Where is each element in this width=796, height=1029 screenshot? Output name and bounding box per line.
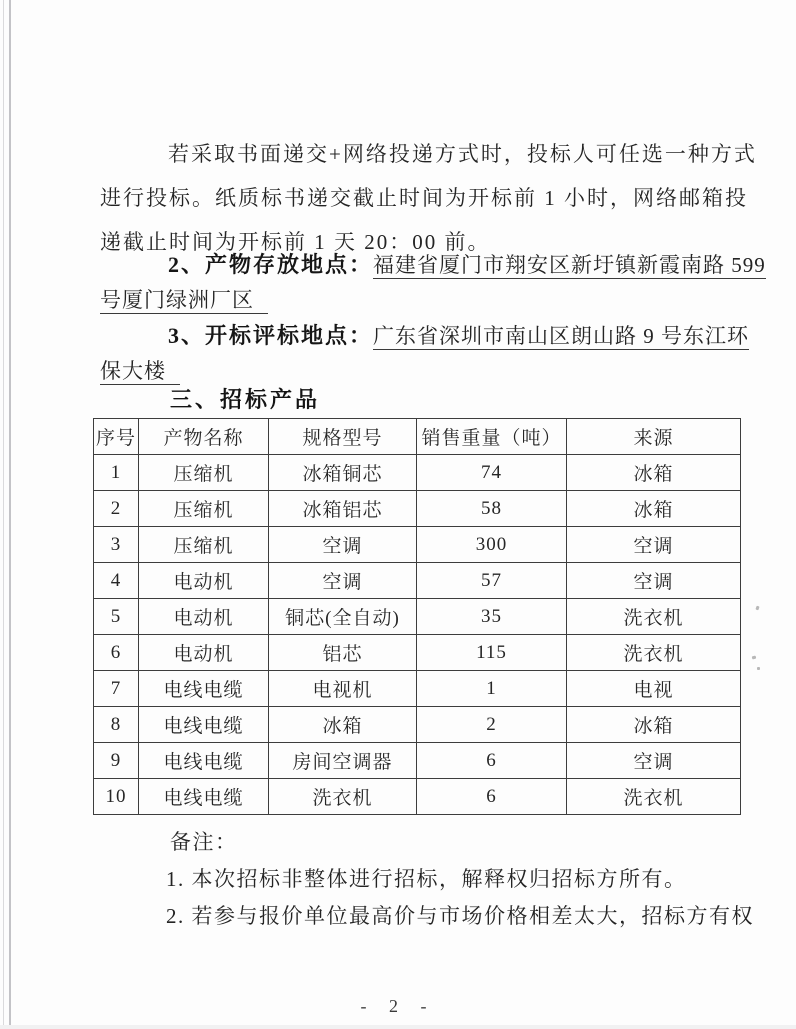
storage-location-item-continuation [100, 283, 740, 318]
table-cell-sale-weight: 300 [417, 527, 567, 563]
table-cell-source: 洗衣机 [567, 635, 741, 671]
table-cell-source: 冰箱 [567, 707, 741, 743]
table-cell-spec-model: 房间空调器 [269, 743, 417, 779]
table-cell-product-name: 电动机 [139, 563, 269, 599]
paragraph-line: 进行投标。纸质标书递交截止时间为开标前 1 小时，网络邮箱投 [100, 186, 748, 210]
table-row [94, 743, 741, 779]
table-cell-spec-model: 空调 [269, 527, 417, 563]
table-cell-sale-weight: 74 [417, 455, 567, 491]
remark-item: 1. 本次招标非整体进行招标，解释权归招标方所有。 [166, 867, 687, 891]
table-cell-sale-weight: 1 [417, 671, 567, 707]
table-cell-index: 4 [94, 563, 139, 599]
table-cell-source: 冰箱 [567, 491, 741, 527]
table-cell-product-name: 电线电缆 [139, 743, 269, 779]
scan-bottom-strip [0, 1025, 796, 1029]
table-cell-sale-weight: 58 [417, 491, 567, 527]
table-row [94, 671, 741, 707]
bid-opening-location-item [100, 318, 750, 354]
bid-opening-location-label: 3、开标评标地点： [168, 323, 374, 348]
table-row [94, 563, 741, 599]
table-cell-sale-weight: 35 [417, 599, 567, 635]
table-cell-index: 1 [94, 455, 139, 491]
table-cell-spec-model: 铜芯(全自动) [269, 599, 417, 635]
table-cell-sale-weight: 6 [417, 779, 567, 815]
table-cell-sale-weight: 57 [417, 563, 567, 599]
table-row [94, 455, 741, 491]
submission-paragraph [100, 132, 757, 264]
table-cell-spec-model: 铝芯 [269, 635, 417, 671]
table-row [94, 707, 741, 743]
table-row [94, 635, 741, 671]
table-cell-spec-model: 电视机 [269, 671, 417, 707]
table-cell-source: 空调 [567, 743, 741, 779]
products-table-body [94, 455, 741, 815]
remark-item: 2. 若参与报价单位最高价与市场价格相差太大，招标方有权 [166, 904, 754, 928]
table-cell-index: 7 [94, 671, 139, 707]
remarks-label: 备注： [170, 830, 238, 854]
products-table-head [94, 419, 741, 455]
table-header-cell: 序号 [94, 419, 139, 455]
table-cell-index: 3 [94, 527, 139, 563]
scan-speck [755, 606, 759, 611]
table-header-cell: 来源 [567, 419, 741, 455]
scan-edge-line [9, 0, 11, 1029]
table-cell-source: 冰箱 [567, 455, 741, 491]
table-cell-spec-model: 冰箱铝芯 [269, 491, 417, 527]
storage-location-label: 2、产物存放地点： [168, 252, 374, 277]
bid-opening-location-address: 广东省深圳市南山区朗山路 9 号东江环 [373, 324, 750, 348]
table-cell-sale-weight: 115 [417, 635, 567, 671]
table-cell-product-name: 电线电缆 [139, 707, 269, 743]
table-cell-index: 2 [94, 491, 139, 527]
table-cell-product-name: 压缩机 [139, 527, 269, 563]
page-number: - 2 - [360, 996, 436, 1016]
table-cell-index: 6 [94, 635, 139, 671]
scan-edge-line [3, 0, 4, 1029]
table-cell-index: 10 [94, 779, 139, 815]
storage-location-item [100, 247, 766, 283]
table-cell-product-name: 压缩机 [139, 491, 269, 527]
table-cell-spec-model: 洗衣机 [269, 779, 417, 815]
table-cell-index: 9 [94, 743, 139, 779]
paragraph-line: 若采取书面递交+网络投递方式时，投标人可任选一种方式 [168, 142, 757, 166]
table-cell-sale-weight: 2 [417, 707, 567, 743]
table-header-cell: 产物名称 [139, 419, 269, 455]
bid-opening-location-address-continued: 保大楼 [100, 359, 180, 385]
table-cell-product-name: 压缩机 [139, 455, 269, 491]
remarks-block [100, 824, 754, 935]
scan-speck [752, 656, 757, 660]
table-cell-spec-model: 冰箱 [269, 707, 417, 743]
table-header-cell: 规格型号 [269, 419, 417, 455]
table-cell-sale-weight: 6 [417, 743, 567, 779]
table-cell-product-name: 电线电缆 [139, 671, 269, 707]
table-row [94, 779, 741, 815]
products-table [93, 418, 741, 815]
table-header-cell: 销售重量（吨） [417, 419, 567, 455]
table-cell-product-name: 电动机 [139, 635, 269, 671]
table-cell-index: 5 [94, 599, 139, 635]
table-row [94, 491, 741, 527]
paragraph-line: 递截止时间为开标前 1 天 20：00 前。 [100, 230, 491, 254]
table-row [94, 599, 741, 635]
table-cell-spec-model: 空调 [269, 563, 417, 599]
storage-location-address: 福建省厦门市翔安区新圩镇新霞南路 599 [373, 253, 766, 277]
table-cell-source: 空调 [567, 563, 741, 599]
table-cell-source: 电视 [567, 671, 741, 707]
table-header-row [94, 419, 741, 455]
table-cell-source: 洗衣机 [567, 779, 741, 815]
section-title-tender-products: 三、招标产品 [170, 387, 321, 412]
table-cell-source: 洗衣机 [567, 599, 741, 635]
scan-speck [757, 667, 760, 670]
table-cell-spec-model: 冰箱铜芯 [269, 455, 417, 491]
table-row [94, 527, 741, 563]
location-items [100, 247, 766, 389]
table-cell-source: 空调 [567, 527, 741, 563]
table-cell-product-name: 电动机 [139, 599, 269, 635]
table-cell-index: 8 [94, 707, 139, 743]
storage-location-address-continued: 号厦门绿洲厂区 [100, 288, 268, 314]
table-cell-product-name: 电线电缆 [139, 779, 269, 815]
